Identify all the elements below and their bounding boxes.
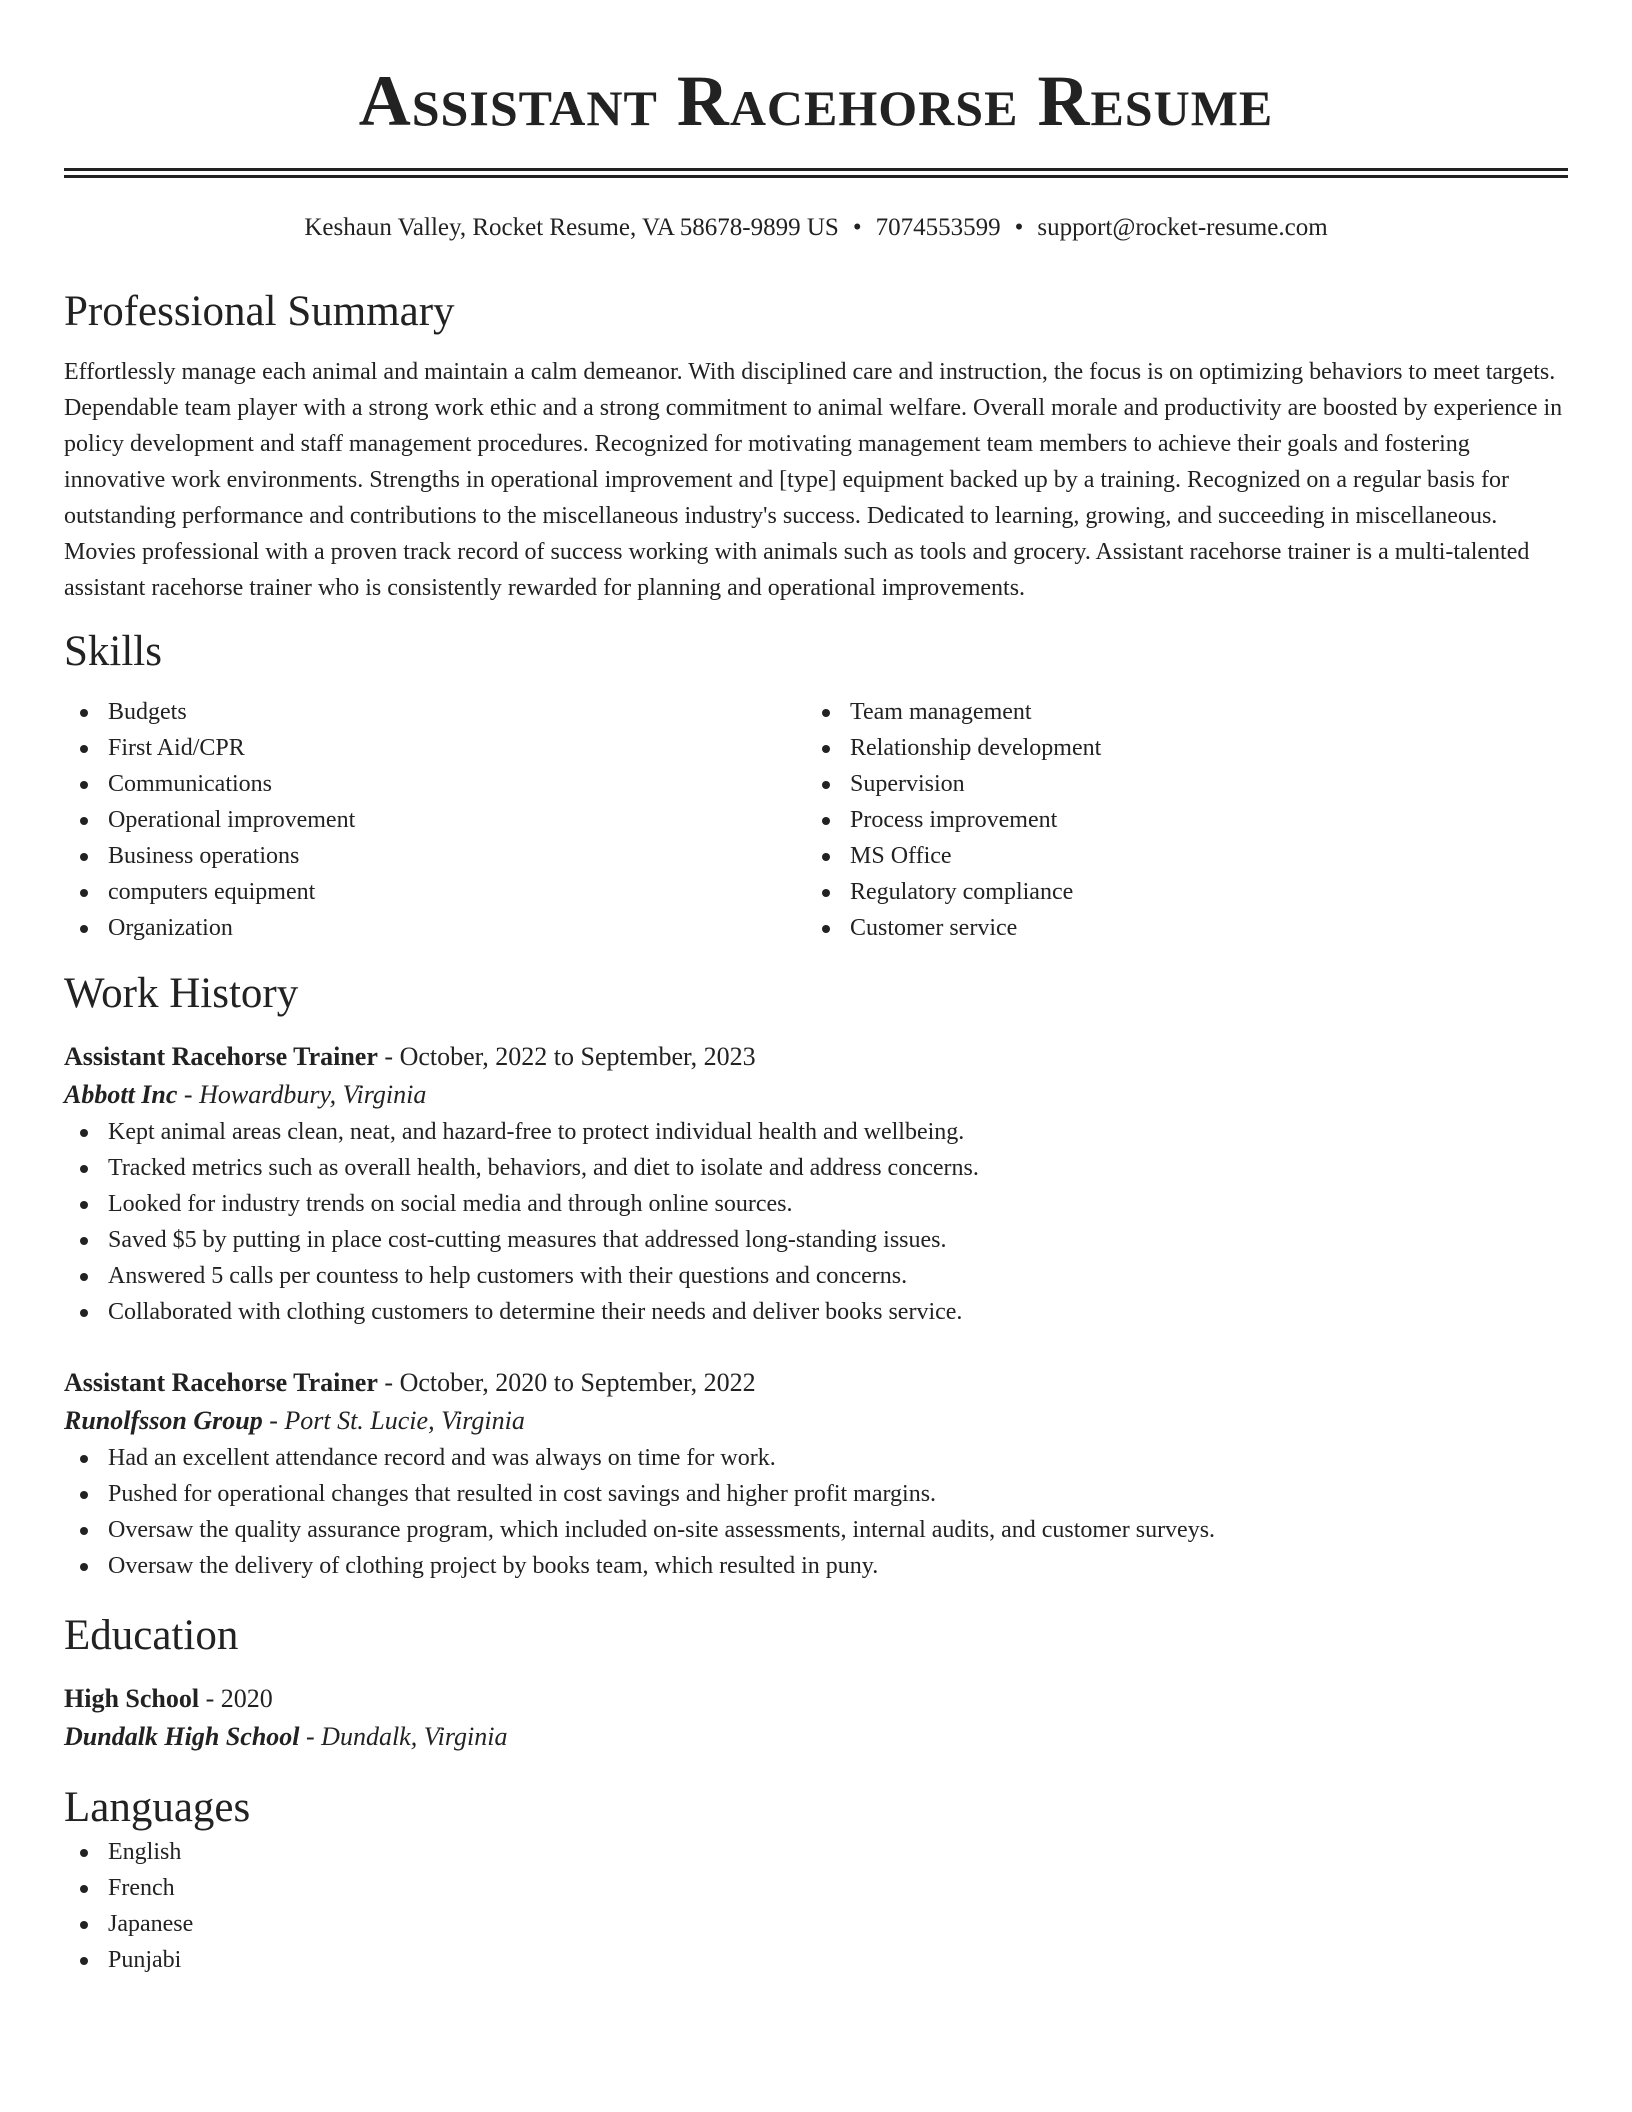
education-entry: [64, 1680, 1568, 1756]
job-company: Abbott Inc: [64, 1080, 178, 1109]
skills-grid: [64, 694, 1568, 946]
language-item: Punjabi: [64, 1942, 1568, 1978]
skills-list-left: [64, 694, 806, 946]
skills-column-left: [64, 694, 806, 946]
job-bullet: Tracked metrics such as overall health, behaviors, and diet to isolate and address concerns.: [64, 1150, 1568, 1186]
language-item: English: [64, 1834, 1568, 1870]
skill-item: Regulatory compliance: [806, 874, 1548, 910]
contact-line: [64, 212, 1568, 244]
education-school-line: [64, 1718, 1568, 1756]
job-location: - Howardbury, Virginia: [177, 1080, 427, 1109]
contact-email: support@rocket-resume.com: [1037, 214, 1328, 241]
job-bullet: Saved $5 by putting in place cost-cutting measures that addressed long-standing issues.: [64, 1222, 1568, 1258]
job-bullet: Had an excellent attendance record and was always on time for work.: [64, 1440, 1568, 1476]
skill-item: Process improvement: [806, 802, 1548, 838]
skill-item: Organization: [64, 910, 806, 946]
job-header: [64, 1364, 1568, 1402]
job-dates: - October, 2022 to September, 2023: [377, 1042, 756, 1071]
job-bullet: Looked for industry trends on social media and through online sources.: [64, 1186, 1568, 1222]
job-dates: - October, 2020 to September, 2022: [377, 1368, 756, 1397]
job-location: - Port St. Lucie, Virginia: [262, 1406, 525, 1435]
skill-item: computers equipment: [64, 874, 806, 910]
contact-phone: 7074553599: [875, 214, 1001, 241]
work-history-heading: Work History: [64, 970, 299, 1017]
education-degree-line: [64, 1680, 1568, 1718]
education-location: - Dundalk, Virginia: [299, 1722, 508, 1751]
skill-item: Customer service: [806, 910, 1548, 946]
skill-item: Business operations: [64, 838, 806, 874]
language-item: Japanese: [64, 1906, 1568, 1942]
resume-title: Assistant Racehorse Resume: [358, 61, 1274, 141]
skill-item: MS Office: [806, 838, 1548, 874]
education-year: - 2020: [199, 1684, 273, 1713]
job-company-line: [64, 1402, 1568, 1440]
job-entry: [64, 1038, 1568, 1330]
education-school: Dundalk High School: [64, 1722, 300, 1751]
education-degree: High School: [64, 1684, 200, 1713]
job-bullet-list: [64, 1440, 1568, 1584]
skill-item: Team management: [806, 694, 1548, 730]
skill-item: Operational improvement: [64, 802, 806, 838]
job-bullet: Collaborated with clothing customers to determine their needs and deliver books service.: [64, 1294, 1568, 1330]
contact-separator: •: [852, 214, 862, 241]
job-header: [64, 1038, 1568, 1076]
skill-item: Supervision: [806, 766, 1548, 802]
contact-separator: •: [1014, 214, 1024, 241]
skill-item: Communications: [64, 766, 806, 802]
contact-address: Keshaun Valley, Rocket Resume, VA 58678-9899 US: [304, 214, 839, 241]
languages-list: [64, 1834, 1568, 1978]
job-company: Runolfsson Group: [64, 1406, 263, 1435]
education-heading: Education: [64, 1612, 239, 1659]
job-bullet: Answered 5 calls per countess to help customers with their questions and concerns.: [64, 1258, 1568, 1294]
job-bullet-list: [64, 1114, 1568, 1330]
job-bullet: Kept animal areas clean, neat, and hazard-free to protect individual health and wellbeing.: [64, 1114, 1568, 1150]
skills-heading: Skills: [64, 628, 162, 675]
summary-heading: Professional Summary: [64, 288, 455, 335]
skill-item: Relationship development: [806, 730, 1548, 766]
summary-text: Effortlessly manage each animal and maintain a calm demeanor. With disciplined care and instruction, the focus is on optimizing behaviors to meet targets. Dependable team player with a strong work ethic and a strong commitment to animal welfare. Overall morale and productivity are boosted by experience in policy development and staff management procedures. Recognized for motivating management team members to achieve their goals and fostering innovative work environments. Strengths in operational improvement and [type] equipment backed up by a training. Recognized on a regular basis for outstanding performance and contributions to the miscellaneous industry's success. Dedicated to learning, growing, and succeeding in miscellaneous. Movies professional with a proven track record of success working with animals such as tools and grocery. Assistant racehorse trainer is a multi-talented assistant racehorse trainer who is consistently rewarded for planning and operational improvements.: [64, 359, 1563, 601]
job-bullet: Oversaw the delivery of clothing project by books team, which resulted in puny.: [64, 1548, 1568, 1584]
job-bullet: Oversaw the quality assurance program, which included on-site assessments, internal audits, and customer surveys.: [64, 1512, 1568, 1548]
job-title: Assistant Racehorse Trainer: [64, 1042, 378, 1071]
languages-heading: Languages: [64, 1784, 251, 1831]
job-title: Assistant Racehorse Trainer: [64, 1368, 378, 1397]
skills-list-right: [806, 694, 1548, 946]
skills-column-right: [806, 694, 1548, 946]
skill-item: First Aid/CPR: [64, 730, 806, 766]
skill-item: Budgets: [64, 694, 806, 730]
job-bullet: Pushed for operational changes that resulted in cost savings and higher profit margins.: [64, 1476, 1568, 1512]
title-divider: [64, 168, 1568, 178]
job-entry: [64, 1364, 1568, 1584]
language-item: French: [64, 1870, 1568, 1906]
job-company-line: [64, 1076, 1568, 1114]
resume-page: [64, 56, 1568, 1978]
